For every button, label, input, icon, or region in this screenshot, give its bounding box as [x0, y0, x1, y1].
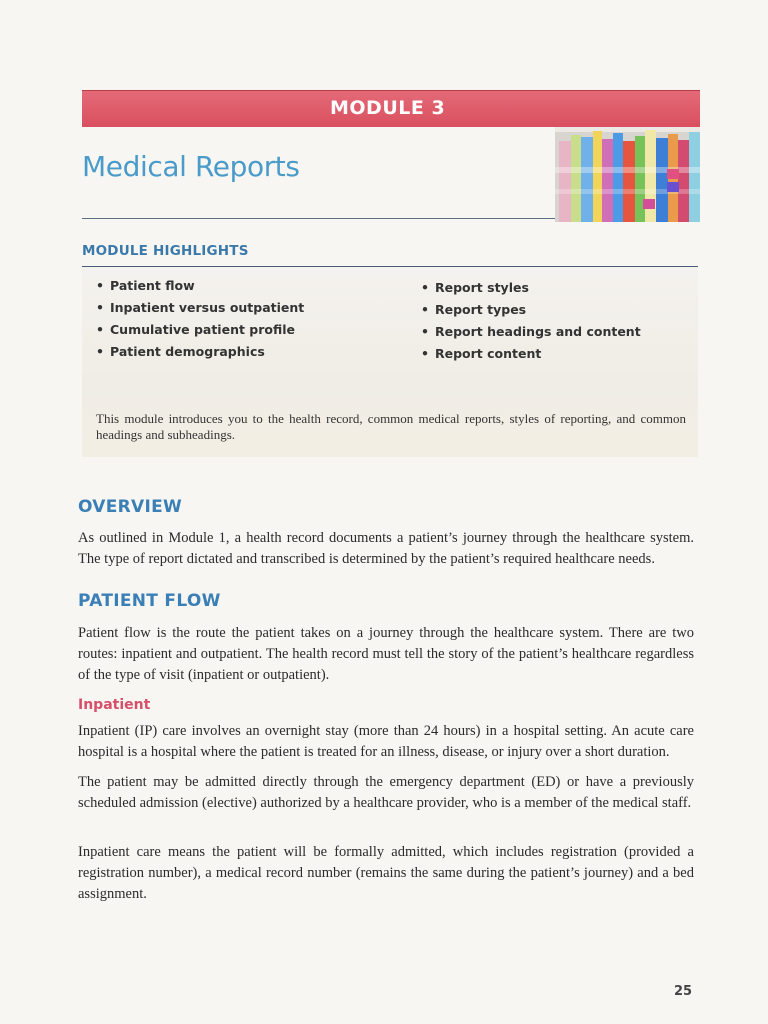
medical-records-photo [555, 127, 700, 222]
inpatient-heading: Inpatient [78, 697, 151, 713]
highlights-divider [82, 266, 698, 267]
highlights-heading: MODULE HIGHLIGHTS [82, 243, 249, 259]
title-divider [82, 218, 555, 219]
patient-flow-heading: PATIENT FLOW [78, 591, 221, 611]
inpatient-paragraph-2: The patient may be admitted directly through the emergency department (ED) or have a previously scheduled admission (elective) authorized by a healthcare provider, who is a member of the medical staff. [78, 774, 694, 811]
overview-paragraph: As outlined in Module 1, a health record documents a patient’s journey through the healthcare system. The type of report dictated and transcribed is determined by the patient’s required healthcare needs. [78, 530, 694, 567]
list-item: • Cumulative patient profile [96, 322, 304, 344]
inpatient-paragraph-1: Inpatient (IP) care involves an overnight stay (more than 24 hours) in a hospital setting. An acute care hospital is a hospital where the patient is treated for an illness, disease, or injury over a short duration. [78, 723, 694, 760]
list-item: • Report headings and content [421, 324, 641, 346]
patient-flow-paragraph: Patient flow is the route the patient takes on a journey through the healthcare system. There are two routes: inpatient and outpatient. The health record must tell the story of the patient’s healthcare regardless of the type of visit (inpatient or outpatient). [78, 625, 694, 683]
highlights-list-right [421, 280, 641, 368]
page-title: Medical Reports [82, 150, 300, 183]
module-label: MODULE 3 [330, 97, 446, 119]
list-item: • Report styles [421, 280, 641, 302]
page-number: 25 [674, 984, 693, 999]
list-item: • Patient demographics [96, 344, 304, 366]
list-item: • Report content [421, 346, 641, 368]
module-intro: This module introduces you to the health record, common medical reports, styles of reporting, and common headings and subheadings. [96, 411, 686, 442]
overview-heading: OVERVIEW [78, 497, 183, 517]
module-banner [82, 90, 700, 127]
highlights-list-left [96, 278, 304, 366]
list-item: • Report types [421, 302, 641, 324]
inpatient-paragraph-3: Inpatient care means the patient will be formally admitted, which includes registration (provided a registration number), a medical record number (remains the same during the patient’s journey) and a bed assignment. [78, 844, 694, 902]
list-item: • Inpatient versus outpatient [96, 300, 304, 322]
list-item: • Patient flow [96, 278, 304, 300]
